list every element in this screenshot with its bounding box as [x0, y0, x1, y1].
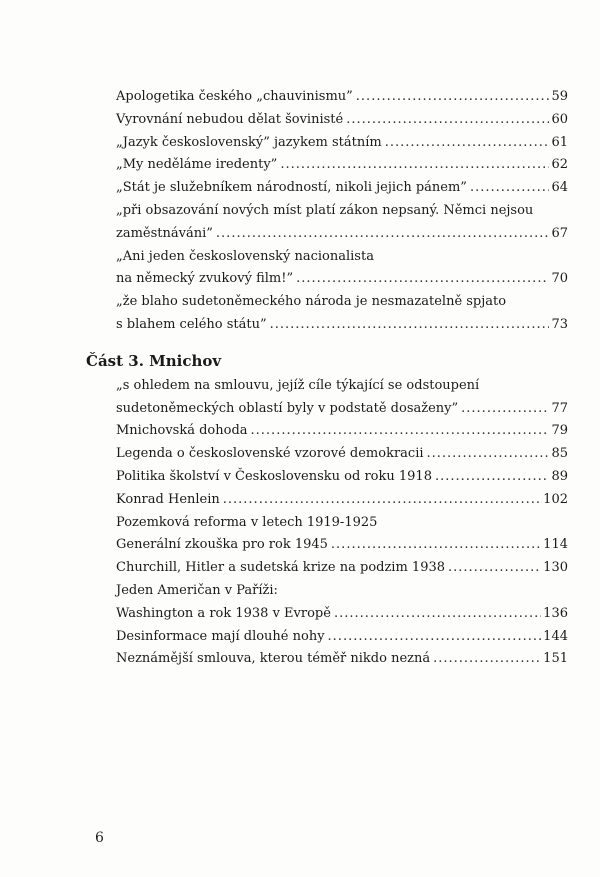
- dot-leader: [470, 177, 550, 200]
- toc-entry: [116, 557, 568, 580]
- toc-page-number: 102: [543, 491, 568, 507]
- toc-entry: [116, 86, 568, 109]
- toc-page-number: 62: [551, 157, 568, 173]
- toc-entry-title: Jeden Američan v Paříži:: [116, 582, 278, 598]
- toc-entry: [116, 154, 568, 177]
- toc-entry-line: [116, 580, 568, 603]
- toc-page-number: 73: [551, 316, 568, 332]
- toc-entry: [116, 489, 568, 512]
- toc-entry-title: Churchill, Hitler a sudetská krize na podzim 1938: [116, 560, 446, 576]
- page-number-footer: 6: [95, 830, 104, 846]
- toc-entry-line: [116, 398, 568, 421]
- toc-part-3-entries: [116, 375, 568, 671]
- dot-leader: [331, 534, 541, 557]
- toc-entry-line: [116, 375, 568, 398]
- toc-entry-line: [116, 109, 568, 132]
- toc-entry-title: Politika školství v Československu od roku 1918: [116, 468, 432, 484]
- toc-entry-line: [116, 557, 568, 580]
- dot-leader: [328, 626, 542, 649]
- toc-entry-title: Neznámější smlouva, kterou téměř nikdo nezná: [116, 651, 431, 667]
- toc-entry-line: [116, 648, 568, 671]
- dot-leader: [448, 557, 541, 580]
- toc-entry-title: Mnichovská dohoda: [116, 423, 248, 439]
- dot-leader: [223, 489, 541, 512]
- toc-page-number: 85: [551, 446, 568, 462]
- dot-leader: [346, 109, 549, 132]
- toc-entry-title: Apologetika českého „chauvinismu”: [116, 89, 353, 104]
- dot-leader: [216, 223, 550, 246]
- dot-leader: [385, 132, 550, 155]
- toc-entry-line: [116, 246, 568, 269]
- toc-page-number: 144: [543, 628, 568, 644]
- dot-leader: [427, 443, 550, 466]
- dot-leader: [296, 268, 549, 291]
- toc-entry-line: [116, 154, 568, 177]
- toc-entry: [116, 375, 568, 421]
- toc-entry-line: [116, 223, 568, 246]
- toc-page-number: 130: [543, 560, 568, 576]
- toc-entry: [116, 177, 568, 200]
- table-of-contents: [86, 86, 568, 671]
- toc-entry-title: „Jazyk československý” jazykem státním: [116, 134, 382, 150]
- toc-entry: [116, 246, 568, 292]
- toc-entry-title: „že blaho sudetoněmeckého národa je nesmazatelně spjato: [116, 294, 507, 310]
- toc-entry-line: [116, 489, 568, 512]
- dot-leader: [251, 420, 550, 443]
- toc-entry-title: „s ohledem na smlouvu, jejíž cíle týkající se odstoupení: [116, 377, 480, 393]
- toc-entry-title: „Stát je služebníkem národností, nikoli jejich pánem”: [116, 180, 467, 196]
- toc-page-number: 151: [543, 651, 568, 667]
- dot-leader: [461, 398, 549, 421]
- toc-entry: [116, 291, 568, 337]
- toc-page-number: 79: [551, 423, 568, 439]
- toc-entry-title: s blahem celého státu”: [116, 316, 267, 332]
- dot-leader: [334, 603, 541, 626]
- toc-entry-title: „My neděláme iredenty”: [116, 157, 278, 173]
- toc-entry: [116, 512, 568, 558]
- toc-entry: [116, 200, 568, 246]
- toc-entry: [116, 132, 568, 155]
- toc-entry-line: [116, 512, 568, 535]
- toc-entry-line: [116, 443, 568, 466]
- toc-entry-line: [116, 466, 568, 489]
- toc-entry-title: Legenda o československé vzorové demokracii: [116, 446, 424, 462]
- toc-entry-title: Konrad Henlein: [116, 491, 220, 507]
- dot-leader: [433, 648, 541, 671]
- toc-entry: [116, 626, 568, 649]
- section-heading-part-3: Část 3. Mnichov: [86, 351, 222, 370]
- toc-page-number: 60: [551, 111, 568, 127]
- toc-entry-line: [116, 200, 568, 223]
- toc-entry: [116, 466, 568, 489]
- toc-entry-title: zaměstnáváni”: [116, 225, 213, 241]
- toc-entry-title: sudetoněmeckých oblastí byly v podstatě dosaženy”: [116, 400, 459, 416]
- toc-entry-line: [116, 86, 568, 109]
- toc-entry-line: [116, 268, 568, 291]
- toc-entry-line: [116, 626, 568, 649]
- dot-leader: [356, 86, 550, 109]
- toc-entry: [116, 648, 568, 671]
- toc-entry-line: [116, 177, 568, 200]
- toc-entry-title: Generální zkouška pro rok 1945: [116, 537, 328, 553]
- toc-entry-title: na německý zvukový film!”: [116, 271, 294, 287]
- toc-entry-title: Desinformace mají dlouhé nohy: [116, 628, 325, 644]
- toc-entry-title: „při obsazování nových míst platí zákon nepsaný. Němci nejsou: [116, 202, 534, 218]
- toc-entry: [116, 443, 568, 466]
- toc-page-number: 67: [551, 225, 568, 241]
- toc-page-number: 114: [543, 537, 568, 553]
- toc-entry-title: Washington a rok 1938 v Evropě: [116, 605, 331, 621]
- toc-page-number: 59: [551, 89, 568, 104]
- toc-page-number: 70: [551, 271, 568, 287]
- toc-entry: [116, 109, 568, 132]
- dot-leader: [270, 314, 550, 337]
- dot-leader: [435, 466, 549, 489]
- toc-entry: [116, 580, 568, 626]
- dot-leader: [280, 154, 549, 177]
- toc-page-number: 77: [551, 400, 568, 416]
- toc-entry-title: Vyrovnání nebudou dělat šovinisté: [116, 111, 344, 127]
- toc-entry-title: „Ani jeden československý nacionalista: [116, 248, 374, 264]
- toc-entry: [116, 420, 568, 443]
- toc-part-2-entries: [116, 86, 568, 337]
- toc-page-number: 61: [551, 134, 568, 150]
- toc-page-number: 89: [551, 468, 568, 484]
- toc-entry-line: [116, 420, 568, 443]
- toc-entry-line: [116, 132, 568, 155]
- toc-page-number: 136: [543, 605, 568, 621]
- toc-entry-line: [116, 314, 568, 337]
- toc-entry-line: [116, 291, 568, 314]
- toc-entry-line: [116, 603, 568, 626]
- toc-entry-title: Pozemková reforma v letech 1919-1925: [116, 514, 378, 530]
- toc-page-number: 64: [551, 180, 568, 196]
- toc-entry-line: [116, 534, 568, 557]
